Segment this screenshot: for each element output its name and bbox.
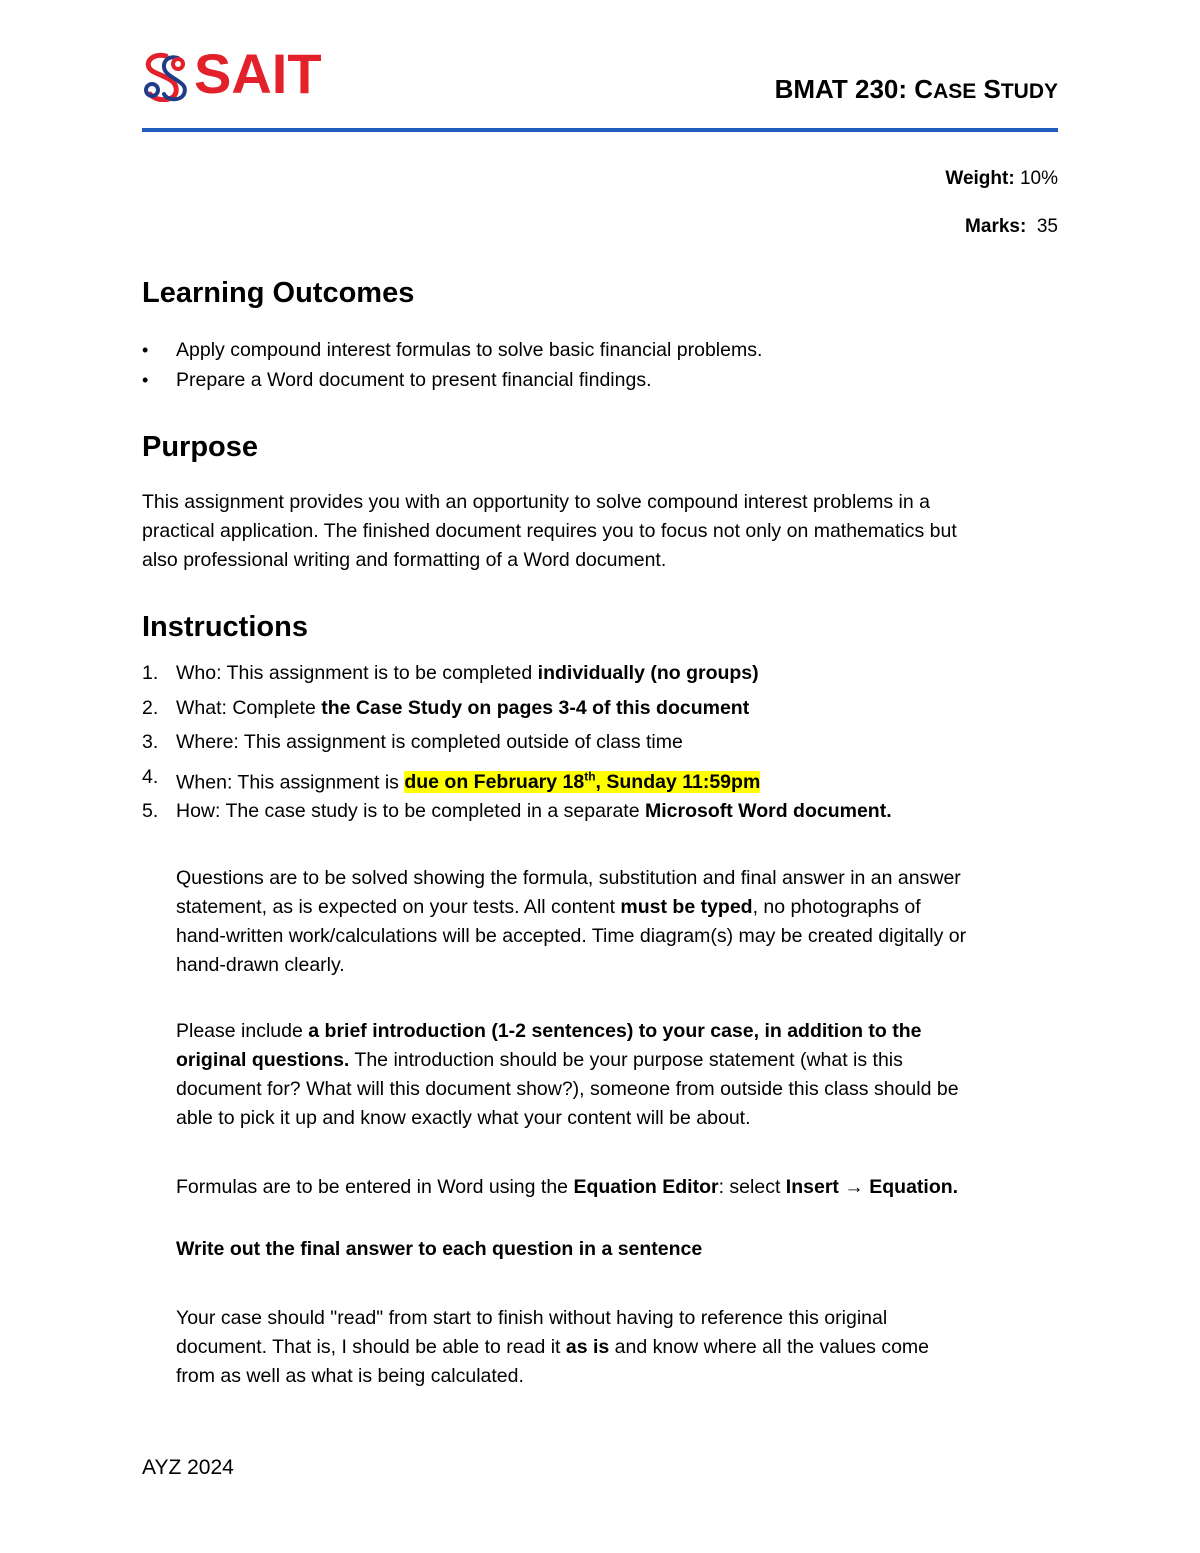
list-item: 1. Who: This assignment is to be completed individually (no groups): [142, 662, 759, 684]
list-item: 5. How: The case study is to be completed in a separate Microsoft Word document.: [142, 800, 892, 822]
learning-outcomes-list: [142, 336, 762, 395]
due-date-highlight: due on February 18th, Sunday 11:59pm: [404, 769, 761, 793]
list-item: 4. When: This assignment is due on February 18th, Sunday 11:59pm: [142, 765, 761, 793]
list-item: • Apply compound interest formulas to solve basic financial problems.: [142, 336, 762, 366]
formulas-paragraph: Formulas are to be entered in Word using the Equation Editor: select Insert → Equation.: [176, 1176, 959, 1198]
header-divider: [142, 128, 1058, 132]
weight-line: Weight: 10%: [945, 168, 1058, 189]
sait-logo-text: SAIT: [194, 42, 322, 105]
final-answer-paragraph: Write out the final answer to each question in a sentence: [176, 1238, 703, 1260]
instructions-list: [142, 656, 892, 829]
marks-line: Marks: 35: [965, 216, 1058, 237]
document-title: BMAT 230: CASE STUDY: [774, 74, 1058, 104]
read-paragraph: Your case should "read" from start to finish without having to reference this original document. That is, I should be able to read it as is and know where all the values come from as well as what is being calculated.: [176, 1307, 930, 1387]
list-item: 3. Where: This assignment is completed outside of class time: [142, 731, 683, 753]
list-item: 2. What: Complete the Case Study on pages 3-4 of this document: [142, 696, 750, 719]
purpose-heading: Purpose: [142, 431, 259, 463]
questions-paragraph: Questions are to be solved showing the formula, substitution and final answer in an answer statement, as is expected on your tests. All content must be typed, no photographs of hand-written work/calculations will be accepted. Time diagram(s) may be created digitally or hand-drawn clearly.: [176, 867, 967, 976]
purpose-paragraph: This assignment provides you with an opportunity to solve compound interest problems in a practical application. The finished document requires you to focus not only on mathematics but also professional writing and formatting of a Word document.: [142, 491, 957, 571]
list-item: • Prepare a Word document to present financial findings.: [142, 366, 762, 396]
learning-outcomes-heading: Learning Outcomes: [142, 277, 415, 309]
sait-logo-mark-icon: [138, 50, 192, 102]
arrow-right-icon: →: [844, 1176, 864, 1198]
sait-logo: [138, 42, 338, 105]
instructions-heading: Instructions: [142, 611, 308, 643]
footer-text: AYZ 2024: [142, 1456, 234, 1479]
introduction-paragraph: Please include a brief introduction (1-2 sentences) to your case, in addition to the original questions. The introduction should be your purpose statement (what is this document for? What will this document show?), someone from outside this class should be able to pick it up and know exactly what your content will be about.: [176, 1020, 959, 1129]
